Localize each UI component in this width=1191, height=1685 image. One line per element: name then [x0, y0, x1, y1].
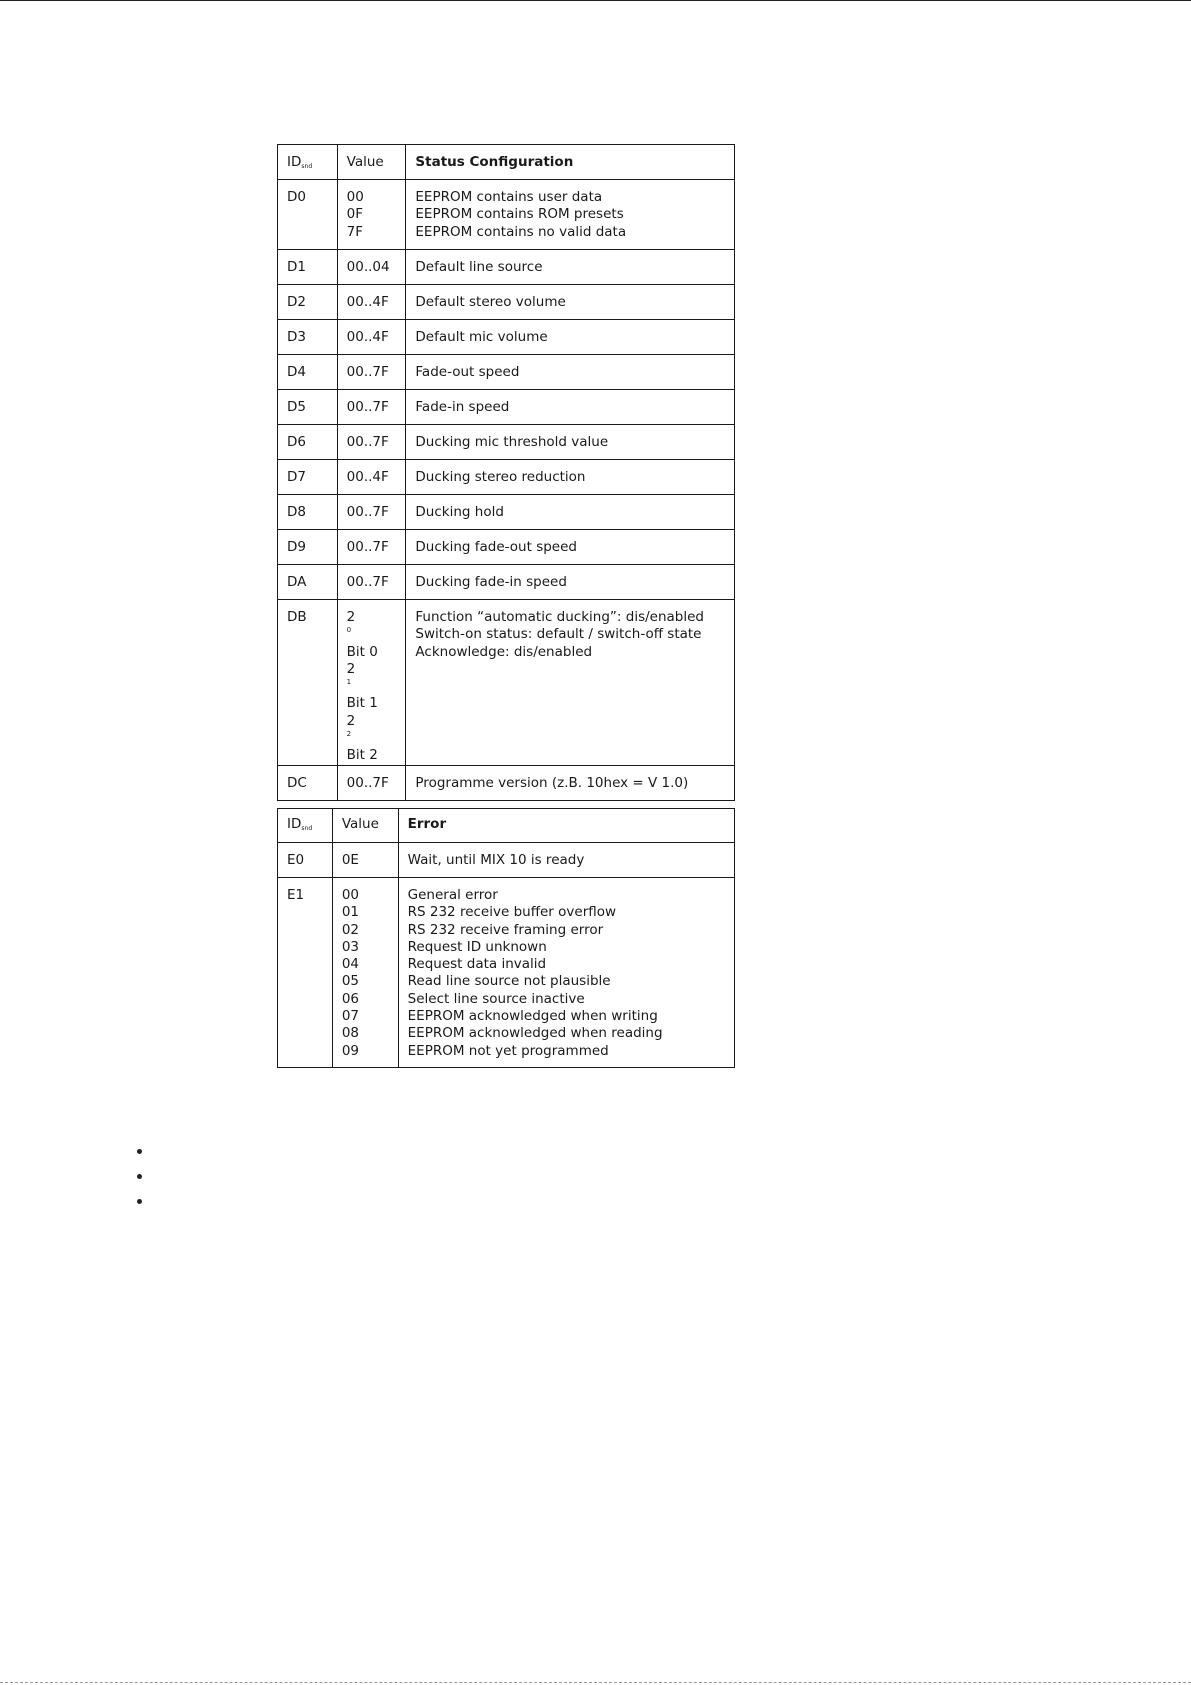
row-value: 00..7F — [337, 355, 406, 390]
table-row — [278, 250, 735, 285]
table-row — [278, 180, 735, 250]
table-row — [278, 765, 735, 800]
row-id: E1 — [278, 878, 333, 1068]
row-description: Ducking fade-out speed — [406, 530, 735, 565]
row-id: DC — [278, 765, 338, 800]
row-description: Wait, until MIX 10 is ready — [398, 843, 734, 878]
row-value: 00..7F — [337, 425, 406, 460]
bullet-icon — [137, 1149, 142, 1154]
table-row — [278, 460, 735, 495]
row-id: E0 — [278, 843, 333, 878]
row-value: 00..4F — [337, 460, 406, 495]
id-header: $ID_{snd}$ — [278, 809, 333, 843]
row-values: 00 0F 7F — [337, 180, 406, 250]
row-description: Fade-out speed — [406, 355, 735, 390]
row-description: Programme version (z.B. 10hex = V 1.0) — [406, 765, 735, 800]
row-description: Ducking stereo reduction — [406, 460, 735, 495]
row-description: Ducking hold — [406, 495, 735, 530]
row-id: DB — [278, 600, 338, 766]
row-value: 00..7F — [337, 390, 406, 425]
table-row — [278, 600, 735, 766]
row-id: DA — [278, 565, 338, 600]
bullet-icon — [137, 1174, 142, 1179]
table-row — [278, 285, 735, 320]
row-description: Ducking mic threshold value — [406, 425, 735, 460]
status-configuration-header: Status Configuration — [406, 145, 735, 180]
error-table — [277, 808, 735, 1068]
row-id: D5 — [278, 390, 338, 425]
row-description: Default stereo volume — [406, 285, 735, 320]
row-bit-values — [337, 600, 406, 766]
row-description: Fade-in speed — [406, 390, 735, 425]
error-header: Error — [398, 809, 734, 843]
row-description: Ducking fade-in speed — [406, 565, 735, 600]
table-row — [278, 495, 735, 530]
row-id: D9 — [278, 530, 338, 565]
row-descriptions: Function “automatic ducking”: dis/enabled Switch-on status: default / switch-off state Acknowledge: dis/enabled — [406, 600, 735, 766]
row-value: 00..4F — [337, 320, 406, 355]
row-id: D6 — [278, 425, 338, 460]
row-descriptions: General error RS 232 receive buffer overflow RS 232 receive framing error Request ID unknown Request data invalid Read line source not plausible Select line source inactive EEPROM acknowledged when writing EEPROM acknowledged when reading EEPROM not yet programmed — [398, 878, 734, 1068]
row-id: D2 — [278, 285, 338, 320]
row-value: 00..7F — [337, 495, 406, 530]
top-rule — [0, 0, 1191, 1]
row-value: 00..04 — [337, 250, 406, 285]
table-row — [278, 843, 735, 878]
table-row — [278, 390, 735, 425]
row-value: 0E — [332, 843, 398, 878]
bit-value: 2 $^0$ Bit 0 — [346, 609, 378, 660]
row-description: Default line source — [406, 250, 735, 285]
bit-value: 2 $^1$ Bit 1 — [346, 660, 378, 712]
row-id: D4 — [278, 355, 338, 390]
value-header: Value — [337, 145, 406, 180]
table-row — [278, 355, 735, 390]
row-id: D3 — [278, 320, 338, 355]
table-row — [278, 565, 735, 600]
bullet-icon — [137, 1199, 142, 1204]
row-description: Default mic volume — [406, 320, 735, 355]
row-descriptions: EEPROM contains user data EEPROM contains ROM presets EEPROM contains no valid data — [406, 180, 735, 250]
error-table-header — [278, 809, 735, 843]
bit-value: 2 $^2$ Bit 2 — [346, 712, 378, 764]
table-row — [278, 425, 735, 460]
table-row — [278, 320, 735, 355]
row-id: D7 — [278, 460, 338, 495]
row-value: 00..4F — [337, 285, 406, 320]
status-configuration-table — [277, 144, 735, 801]
table-row — [278, 530, 735, 565]
row-value: 00..7F — [337, 565, 406, 600]
bottom-rule — [0, 1682, 1191, 1683]
id-header: $ID_{snd}$ — [278, 145, 338, 180]
row-id: D1 — [278, 250, 338, 285]
status-table-header — [278, 145, 735, 180]
table-row — [278, 878, 735, 1068]
row-values: 00 01 02 03 04 05 06 07 08 09 — [332, 878, 398, 1068]
row-id: D0 — [278, 180, 338, 250]
row-id: D8 — [278, 495, 338, 530]
row-value: 00..7F — [337, 765, 406, 800]
value-header: Value — [332, 809, 398, 843]
row-value: 00..7F — [337, 530, 406, 565]
